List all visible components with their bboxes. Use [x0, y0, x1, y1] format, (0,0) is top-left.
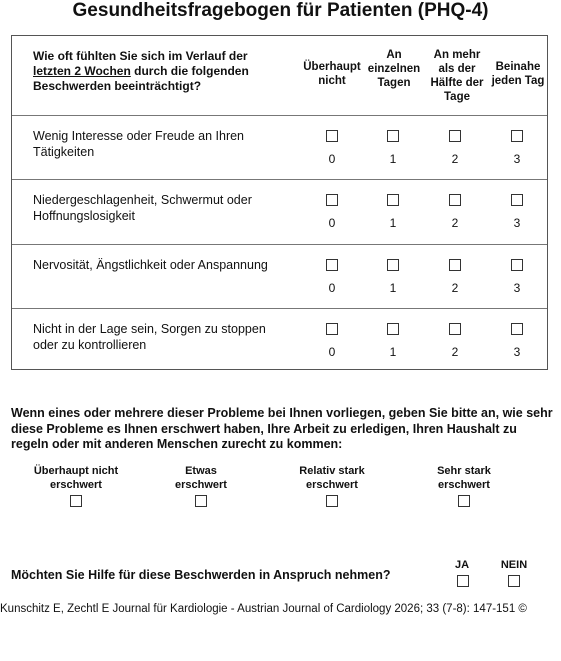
item3-score0-checkbox[interactable] [326, 259, 338, 271]
item4-score0-checkbox[interactable] [326, 323, 338, 335]
difficulty-option-label-0: Überhaupt nicht erschwert [33, 465, 119, 491]
item2-score2-checkbox[interactable] [449, 194, 461, 206]
item2-score3-checkbox[interactable] [511, 194, 523, 206]
difficulty-option-checkbox-0[interactable] [70, 495, 82, 507]
item3-score1-checkbox[interactable] [387, 259, 399, 271]
score-label: 0 [328, 281, 336, 295]
citation-footer: Kunschitz E, Zechtl E Journal für Kardiologie - Austrian Journal of Cardiology 2026; 33 (7-8): 147-151 © [0, 603, 527, 615]
difficulty-option-checkbox-1[interactable] [195, 495, 207, 507]
item-text-1: Wenig Interesse oder Freude an Ihren Tätigkeiten [33, 129, 245, 159]
score-label: 0 [328, 345, 336, 359]
item-text-4: Nicht in der Lage sein, Sorgen zu stoppen oder zu kontrollieren [33, 322, 266, 352]
score-label: 0 [328, 216, 336, 230]
score-label: 2 [451, 216, 459, 230]
item3-score3-checkbox[interactable] [511, 259, 523, 271]
difficulty-option-label-1: Etwas erschwert [175, 465, 227, 491]
item-text-2: Niedergeschlagenheit, Schwermut oder Hoffnungslosigkeit [33, 193, 252, 223]
score-label: 3 [513, 216, 521, 230]
score-label: 1 [389, 281, 397, 295]
item3-score2-checkbox[interactable] [449, 259, 461, 271]
question-text-underlined: letzten 2 Wochen [33, 64, 131, 78]
item2-score1-checkbox[interactable] [387, 194, 399, 206]
score-label: 3 [513, 281, 521, 295]
difficulty-option-checkbox-3[interactable] [458, 495, 470, 507]
score-label: 2 [451, 345, 459, 359]
help-no-checkbox[interactable] [508, 575, 520, 587]
row-divider [12, 115, 547, 116]
difficulty-option-checkbox-2[interactable] [326, 495, 338, 507]
score-label: 1 [389, 152, 397, 166]
item1-score2-checkbox[interactable] [449, 130, 461, 142]
question-text-1: Wie oft fühlten Sie sich im Verlauf der [33, 49, 248, 63]
help-yes-checkbox[interactable] [457, 575, 469, 587]
item1-score0-checkbox[interactable] [326, 130, 338, 142]
score-label: 1 [389, 345, 397, 359]
column-header-3: Beinahe jeden Tag [491, 61, 545, 87]
column-header-2: An mehr als der Hälfte der Tage [430, 49, 484, 103]
difficulty-option-label-2: Relativ stark erschwert [299, 465, 365, 491]
main-question [33, 49, 283, 94]
score-label: 3 [513, 152, 521, 166]
row-divider [12, 244, 547, 245]
item1-score1-checkbox[interactable] [387, 130, 399, 142]
column-header-1: An einzelnen Tagen [367, 49, 421, 89]
help-question: Möchten Sie Hilfe für diese Beschwerden in Anspruch nehmen? [11, 568, 391, 582]
yes-label: JA [454, 559, 470, 571]
score-label: 0 [328, 152, 336, 166]
score-label: 2 [451, 281, 459, 295]
item1-score3-checkbox[interactable] [511, 130, 523, 142]
difficulty-question: Wenn eines oder mehrere dieser Probleme bei Ihnen vorliegen, geben Sie bitte an, wie sehr diese Probleme es Ihnen erschwert haben, Ihre Arbeit zu erledigen, Ihren Haushalt zu regeln oder mit anderen Menschen zurecht zu kommen: [11, 406, 553, 451]
page-title: Gesundheitsfragebogen für Patienten (PHQ-4) [72, 0, 489, 21]
item2-score0-checkbox[interactable] [326, 194, 338, 206]
score-label: 1 [389, 216, 397, 230]
column-header-0: Überhaupt nicht [303, 61, 361, 87]
item4-score2-checkbox[interactable] [449, 323, 461, 335]
row-divider [12, 308, 547, 309]
row-divider [12, 179, 547, 180]
question-text-2: durch die folgenden Beschwerden beeinträchtigt? [33, 64, 249, 93]
item-text-3: Nervosität, Ängstlichkeit oder Anspannung [33, 258, 268, 272]
difficulty-option-label-3: Sehr stark erschwert [437, 465, 491, 491]
phq4-table [11, 35, 548, 370]
item4-score3-checkbox[interactable] [511, 323, 523, 335]
score-label: 3 [513, 345, 521, 359]
item4-score1-checkbox[interactable] [387, 323, 399, 335]
no-label: NEIN [500, 559, 528, 571]
score-label: 2 [451, 152, 459, 166]
